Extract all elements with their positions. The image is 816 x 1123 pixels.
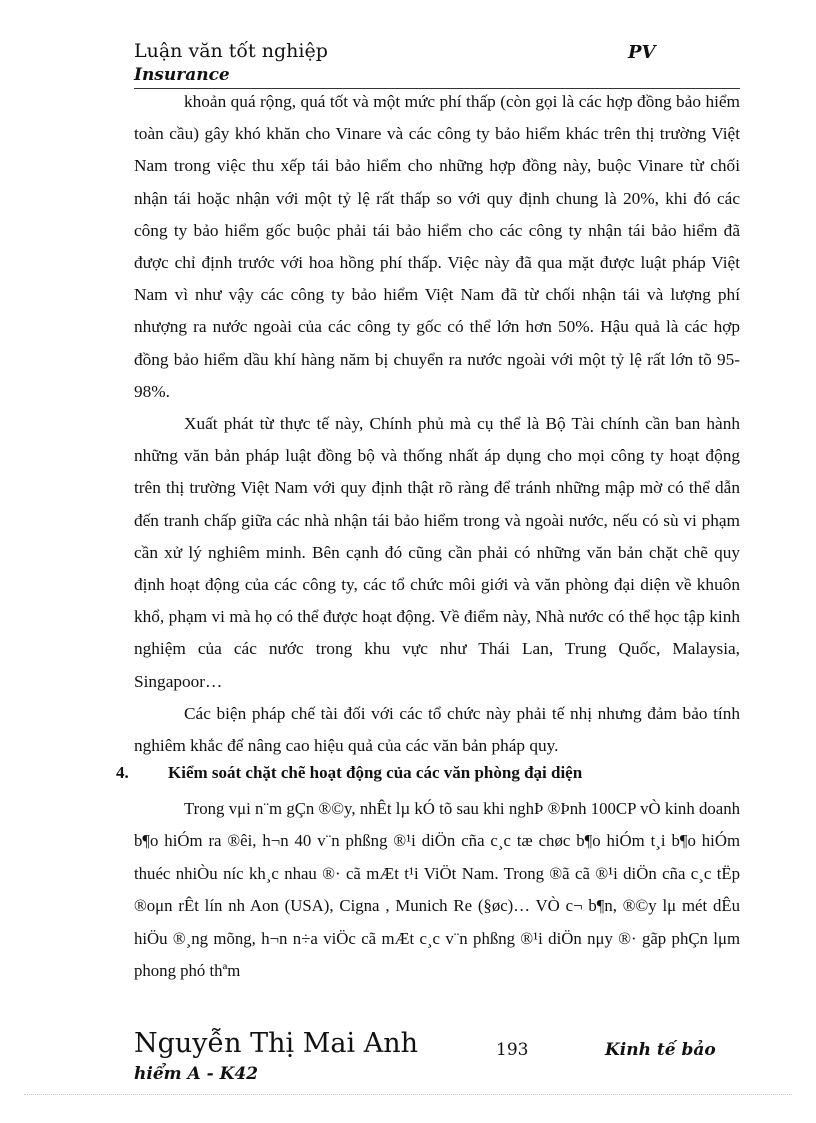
paragraph-3: Các biện pháp chế tài đối với các tổ chức này phải tế nhị nhưng đảm bảo tính nghiêm khắc để nâng cao hiệu quả của các văn bản pháp quy.: [134, 703, 740, 756]
encoded-paragraph: Trong vμi n¨m gÇn ®©y, nhÊt lµ kÓ tõ sau khi nghÞ ®Þnh 100CP vÒ kinh doanh b¶o hiÓm ra ®êi, h¬n 40 v¨n phßng ®¹i diÖn cña c¸c tæ chøc b¶o hiÓm t¸i b¶o hiÓm thuéc nhiÒu níc kh¸c nhau ®· cã mÆt t¹i ViÖt Nam. Trong ®ã cã ®¹i diÖn cña c¸c tËp ®oμn rÊt lín nh Aon (USA), Cigna , Munich Re (§øc)… VÒ c¬ b¶n, ®©y lμ mét dÊu hiÖu ®¸ng mõng, h¬n n÷a viÖc cã mÆt c¸c v¨n phßng ®¹i diÖn nμy ®· gãp phÇn lμm phong phó thªm: [134, 799, 740, 981]
footer-divider: [24, 1094, 792, 1095]
footer-author: Nguyễn Thị Mai Anh: [134, 1028, 418, 1059]
section-heading: [116, 763, 582, 783]
header-subtitle: Insurance: [134, 65, 230, 85]
header-title: Luận văn tốt nghiệp: [134, 40, 328, 62]
header-code: PV: [628, 42, 656, 63]
section-title: Kiểm soát chặt chẽ hoạt động của các văn phòng đại diện: [168, 763, 583, 782]
footer-class: hiểm A - K42: [134, 1064, 259, 1084]
paragraph-2: Xuất phát từ thực tế này, Chính phủ mà cụ thể là Bộ Tài chính cần ban hành những văn bản pháp luật đồng bộ và thống nhất áp dụng cho mọi công ty hoạt động trên thị trường Việt Nam với quy định thật rõ ràng để tránh những mập mờ có thể dẫn đến tranh chấp giữa các nhà nhận tái bảo hiểm trong và ngoài nước, nếu có sù vi phạm cần xử lý nghiêm minh. Bên cạnh đó cũng cần phải có những văn bản chặt chẽ quy định hoạt động của các công ty, các tổ chức môi giới và văn phòng đại diện về khuôn khổ, phạm vi mà họ có thể được hoạt động. Về điểm này, Nhà nước có thể học tập kinh nghiệm của các nước trong khu vực như Thái Lan, Trung Quốc, Malaysia, Singapoor…: [134, 414, 740, 691]
page-number: 193: [496, 1040, 529, 1060]
section-number: 4.: [116, 763, 129, 782]
paragraph-1: khoản quá rộng, quá tốt và một mức phí thấp (còn gọi là các hợp đồng bảo hiểm toàn cầu) gây khó khăn cho Vinare và các công ty bảo hiểm khác trên thị trường Việt Nam trong việc thu xếp tái bảo hiểm cho những hợp đồng này, buộc Vinare từ chối nhận tái hoặc nhận với một tỷ lệ rất thấp so với quy định chung là 20%, khi đó các công ty bảo hiểm gốc buộc phải tái bảo hiểm cho các công ty nhận tái bảo hiểm đã được chỉ định trước với hoa hồng phí thấp. Việc này đã qua mặt được luật pháp Việt Nam vì như vậy các công ty bảo hiểm Việt Nam đã từ chối nhận tái và lượng phí nhượng ra nước ngoài của các công ty gốc có thể lớn hơn 50%. Hậu quả là các hợp đồng bảo hiểm dầu khí hàng năm bị chuyển ra nước ngoài với một tỷ lệ rất lớn tõ 95-98%.: [134, 92, 740, 401]
encoded-text-block: [134, 793, 740, 987]
body-text: [134, 86, 740, 762]
footer-field: Kinh tế bảo: [605, 1040, 716, 1060]
